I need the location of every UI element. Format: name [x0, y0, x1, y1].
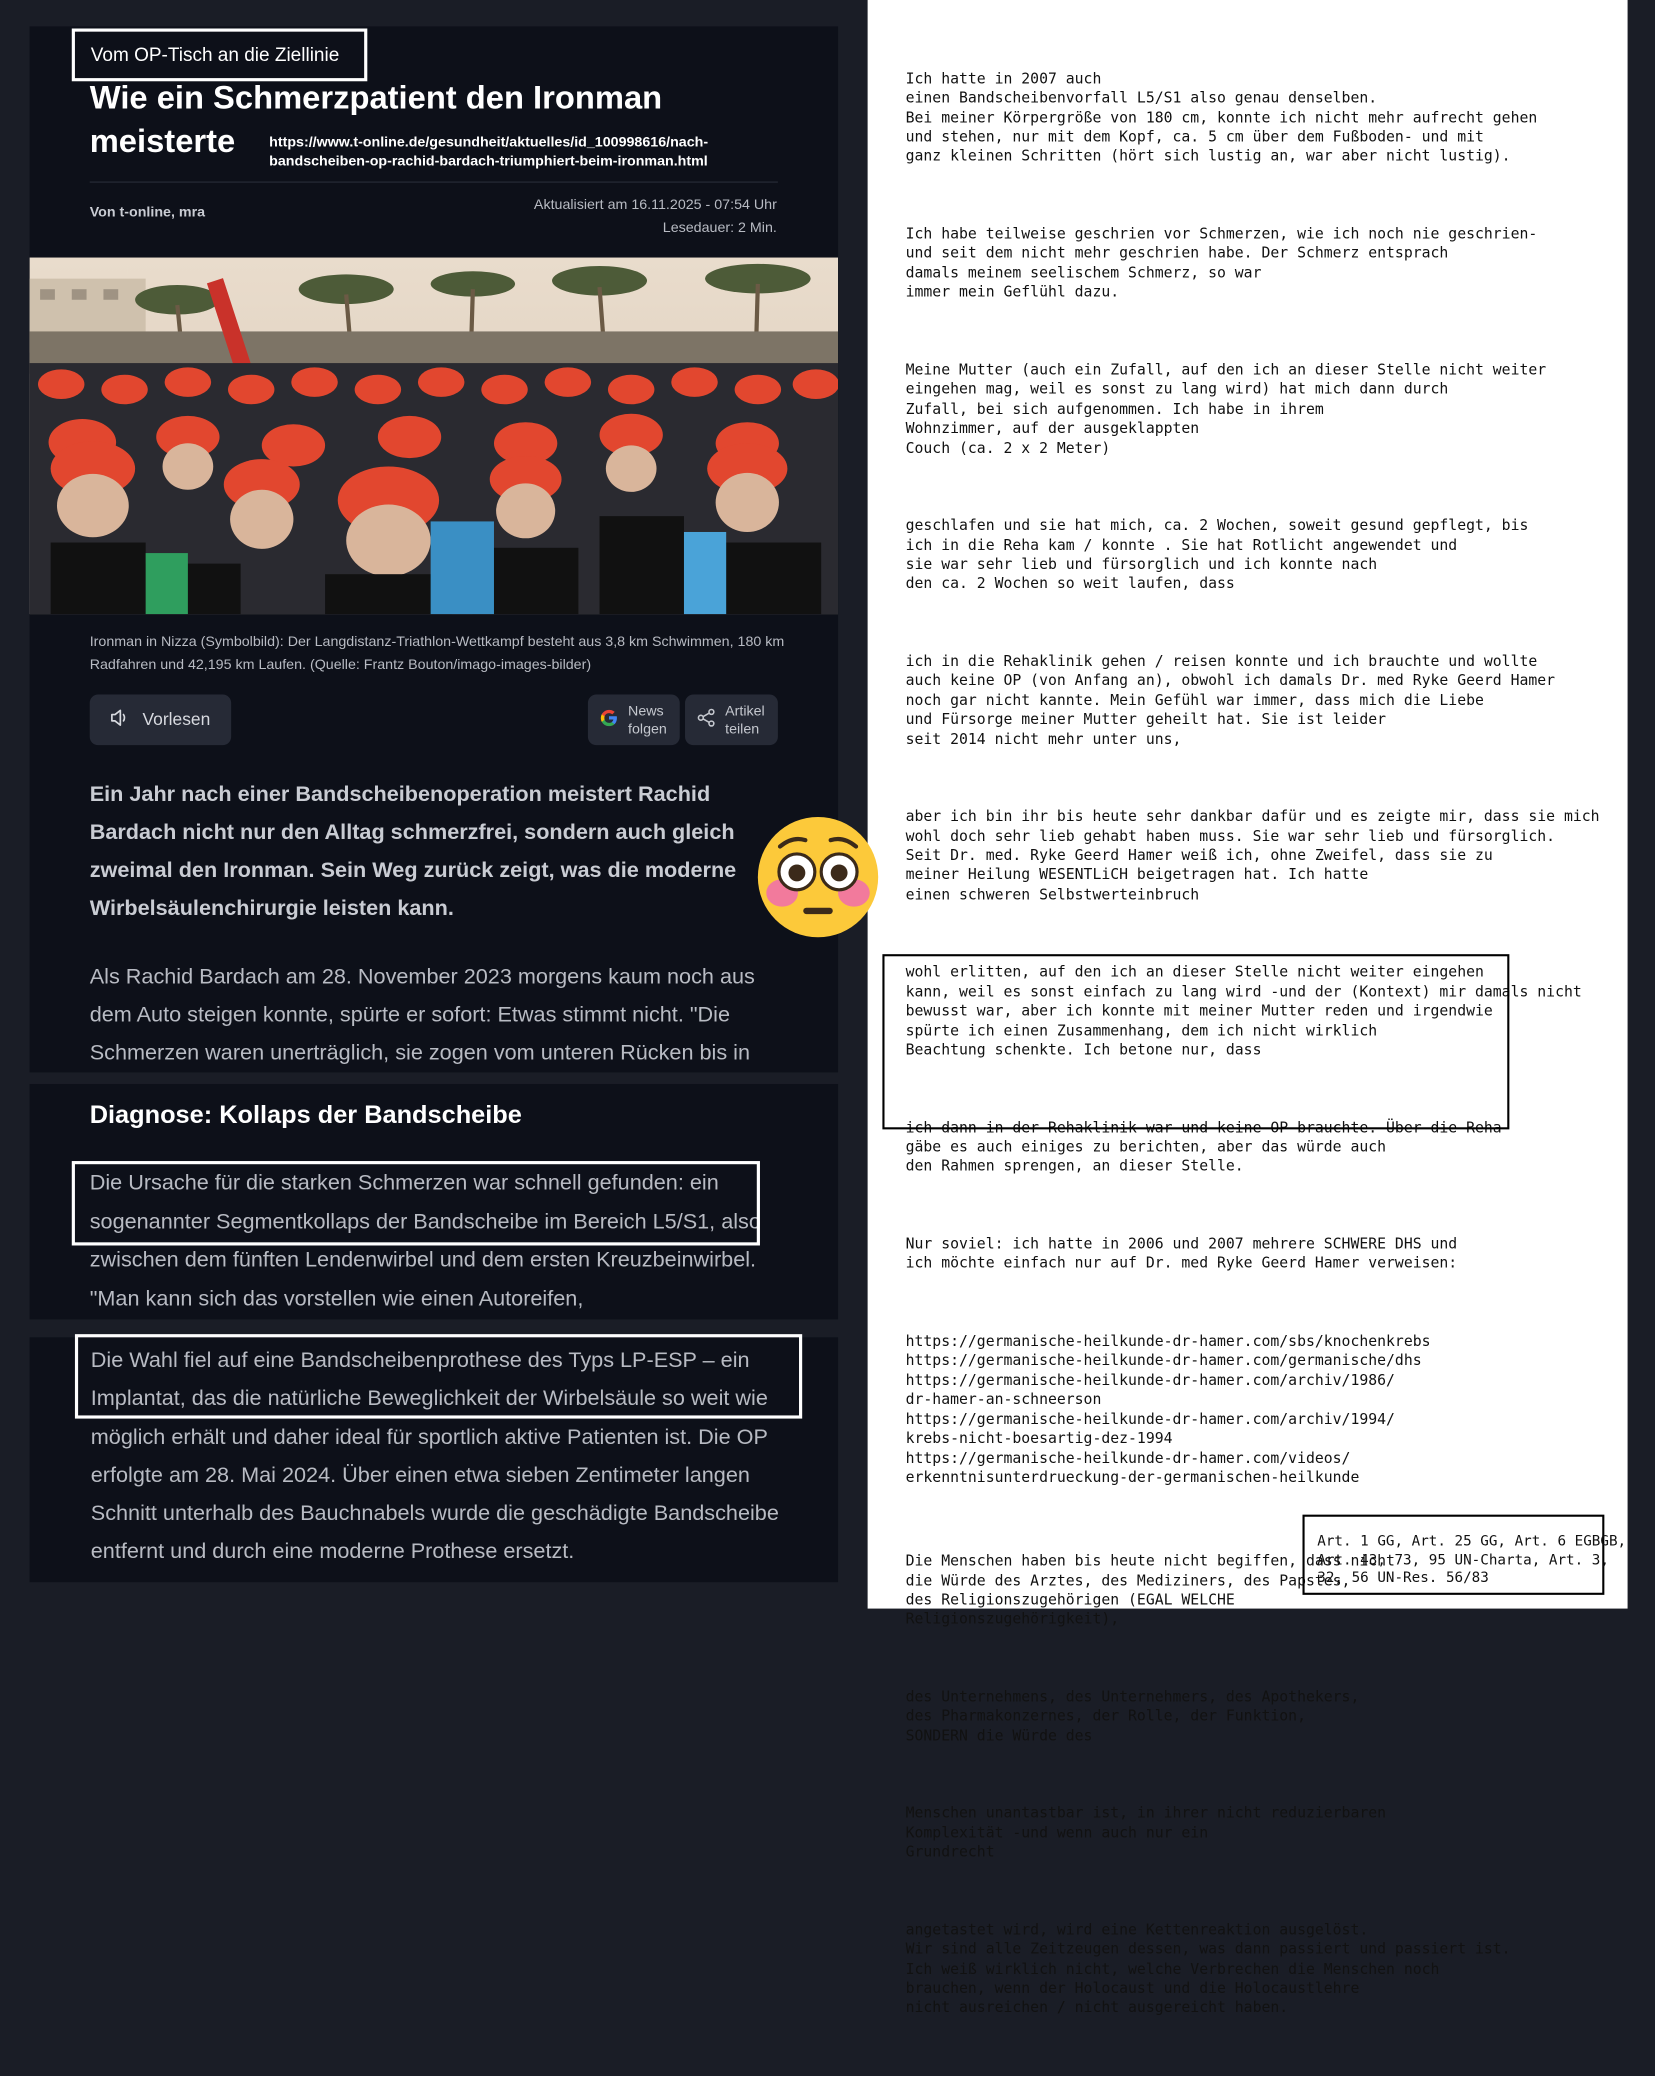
image-caption: Ironman in Nizza (Symbolbild): Der Langdistanz-Triathlon-Wettkampf besteht aus 3,8 km Schwimmen, 180 km Radfahren und 42,195 km Laufen. (Quelle: Frantz Bouton/imago-images-bilder)	[89, 633, 785, 673]
news-follow-button[interactable]	[588, 695, 680, 746]
divider	[90, 182, 778, 183]
letter-paragraph: geschlafen und sie hat mich, ca. 2 Wochen, soweit gesund gepflegt, bis ich in die Reha kam / konnte . Sie hat Rotlicht angewendet und sie war sehr lieb und fürsorglich und ich konnte nach den ca. 2 Wochen so weit laufen, dass	[905, 517, 1529, 593]
letter-paragraph: Ich hatte in 2007 auch einen Bandscheibenvorfall L5/S1 also genau denselben. Bei meiner Körpergröße von 180 cm, konnte ich nicht mehr aufrecht gehen und stehen, nur mit dem Kopf, ca. 5 cm über dem Fußboden- und mit ganz kleinen Schritten (hört sich lustig an, war aber nicht lustig).	[905, 70, 1538, 166]
letter-paragraph: wohl erlitten, auf den ich an dieser Stelle nicht weiter eingehen kann, weil es sonst einfach zu lang wird -und der (Kontext) mir damals nicht bewusst war, aber ich konnte mit meiner Mutter reden und irgendwie spürte ich einen Zusammenhang, dem ich nicht wirklich Beachtung schenkte. Ich betone nur, dass	[905, 964, 1582, 1059]
article-photo	[30, 258, 839, 615]
share-article-button[interactable]	[685, 695, 778, 746]
article-subheading: Diagnose: Kollaps der Bandscheibe	[89, 1100, 522, 1130]
letter-paragraph: angetastet wird, wird eine Kettenreaktion ausgelöst. Wir sind alle Zeitzeugen dessen, was dann passiert und passiert ist. Ich weiß wirklich nicht, welche Verbrechen die Menschen noch brauchen, wenn der Holocaust und die Holocaustlehre nicht ausreichen / nicht ausgereicht haben.	[905, 1921, 1511, 2017]
article-url[interactable]: https://www.t-online.de/gesundheit/aktuelles/id_100998616/nach-bandscheiben-op-rachid-bardach-triumphiert-beim-ironman.html	[269, 134, 709, 169]
speaker-icon	[109, 707, 130, 733]
letter-paragraph: aber ich bin ihr bis heute sehr dankbar dafür und es zeigte mir, dass sie mich wohl doch sehr lieb gehabt haben muss. Sie war sehr lieb und fürsorglich. Seit Dr. med. Ryke Geerd Hamer weiß ich, ohne Zweifel, dass sie zu meiner Heilung WESENTLiCH beigetragen hat. Ich hatte einen schweren Selbstwerteinbruch	[905, 808, 1600, 904]
links-frame	[882, 954, 1509, 1129]
share-label: Artikel teilen	[725, 702, 765, 737]
google-icon	[598, 707, 619, 732]
article-body-diagnosis: Die Ursache für die starken Schmerzen war schnell gefunden: ein sogenannter Segmentkollaps der Bandscheibe im Bereich L5/S1, also zwischen dem fünften Lendenwirbel und dem ersten Kreuzbeinwirbel. "Man kann sich das vorstellen wie einen Autoreifen,	[89, 1170, 761, 1311]
letter-paragraph: Ich habe teilweise geschrien vor Schmerzen, wie ich noch nie geschrien- und seit dem nicht mehr geschrien habe. Der Schmerz entsprach damals meinem seelischem Schmerz, so war immer mein Geflühl dazu.	[905, 225, 1538, 302]
highlight-box-implant	[75, 1334, 802, 1418]
letter-paragraph: ich in die Rehaklinik gehen / reisen konnte und ich brauchte und wollte auch keine OP (von Anfang an), obwohl ich damals Dr. med Ryke Geerd Hamer noch gar nicht kannte. Mein Gefühl war immer, dass mich die Liebe und Fürsorge meiner Mutter geheilt hat. Sie ist leider seit 2014 nicht mehr unter uns,	[905, 653, 1556, 748]
letter-paragraph: Nur soviel: ich hatte in 2006 und 2007 mehrere SCHWERE DHS und ich möchte einfach nur auf Dr. med Ryke Geerd Hamer verweisen:	[905, 1236, 1458, 1273]
article-headline: Wie ein Schmerzpatient den Ironman meisterte	[89, 79, 663, 160]
article-byline: Von t-online, mra	[89, 203, 206, 220]
article-lead: Ein Jahr nach einer Bandscheibenoperation meistert Rachid Bardach nicht nur den Alltag schmerzfrei, sondern auch gleich zweimal den Ironman. Sein Weg zurück zeigt, was die moderne Wirbelsäulenchirurgie leisten kann.	[89, 782, 737, 921]
article-body-surgery: Die Wahl fiel auf eine Bandscheibenprothese des Typs LP-ESP – ein Implantat, das die natürliche Beweglichkeit der Wirbelsäule so weit wie möglich erhält und daher ideal für sportlich aktive Patienten ist. Die OP erfolgte am 28. Mai 2024. Über einen etwa sieben Zentimeter langen Schnitt unterhalb des Bauchnabels wurde die geschädigte Bandscheibe entfernt und durch eine moderne Prothese ersetzt.	[90, 1347, 779, 1564]
letter-link-list[interactable]: https://germanische-heilkunde-dr-hamer.com/sbs/knochenkrebs https://germanische-heilkunde-dr-hamer.com/germanische/dhs https://germanische-heilkunde-dr-hamer.com/archiv/1986/ dr-hamer-an-schneerson https://germanische-heilkunde-dr-hamer.com/archiv/1994/ krebs-nicht-boesartig-dez-1994 https://germanische-heilkunde-dr-hamer.com/videos/ erkenntnisunterdrueckung-der-germanischen-heilkunde	[905, 1333, 1431, 1487]
share-icon	[696, 707, 717, 732]
flushed-face-icon	[755, 815, 882, 940]
article-meta	[355, 193, 777, 239]
article-kicker: Vom OP-Tisch an die Ziellinie	[72, 28, 368, 81]
read-aloud-button[interactable]	[90, 695, 231, 746]
reading-time: Lesedauer: 2 Min.	[662, 219, 777, 236]
updated-timestamp: Aktualisiert am 16.11.2025 - 07:54 Uhr	[533, 196, 777, 213]
letter-paragraph: Menschen unantastbar ist, in ihrer nicht reduzierbaren Komplexität -und wenn auch nur ein Grundrecht	[905, 1805, 1387, 1862]
read-aloud-label: Vorlesen	[142, 709, 211, 729]
article-body-intro: Als Rachid Bardach am 28. November 2023 morgens kaum noch aus dem Auto steigen konnte, spürte er sofort: Etwas stimmt nicht. "Die Schmerzen waren unerträglich, sie zogen vom unteren Rücken bis in	[89, 964, 755, 1065]
news-follow-label: News folgen	[628, 702, 667, 737]
letter-paragraph: des Unternehmens, des Unternehmers, des Apothekers, des Pharmakonzernes, der Rolle, der Funktion, SONDERN die Würde des	[905, 1688, 1360, 1745]
legal-references: Art. 1 GG, Art. 25 GG, Art. 6 EGBGB, Art. 43, 73, 95 UN-Charta, Art. 3, 32, 56 UN-Res. 56/83	[1302, 1515, 1604, 1595]
highlight-box-diagnosis	[72, 1161, 760, 1245]
letter-paragraph: Meine Mutter (auch ein Zufall, auf den ich an dieser Stelle nicht weiter eingehen mag, weil es sonst zu lang wird) hat mich dann durch Zufall, bei sich aufgenommen. Ich habe in ihrem Wohnzimmer, auf der ausgeklappten Couch (ca. 2 x 2 Meter)	[905, 361, 1547, 457]
letter-paragraph: Die Menschen haben bis heute nicht begiffen, dass nicht die Würde des Arztes, des Mediziners, des Papstes, des Religionszugehörigen (EGAL WELCHE Religionszugehörigkeit),	[905, 1552, 1395, 1628]
letter-paragraph: ich dann in der Rehaklinik war und keine OP brauchte. Über die Reha gäbe es auch einiges zu berichten, aber das würde auch den Rahmen sprengen, an dieser Stelle.	[905, 1119, 1502, 1176]
